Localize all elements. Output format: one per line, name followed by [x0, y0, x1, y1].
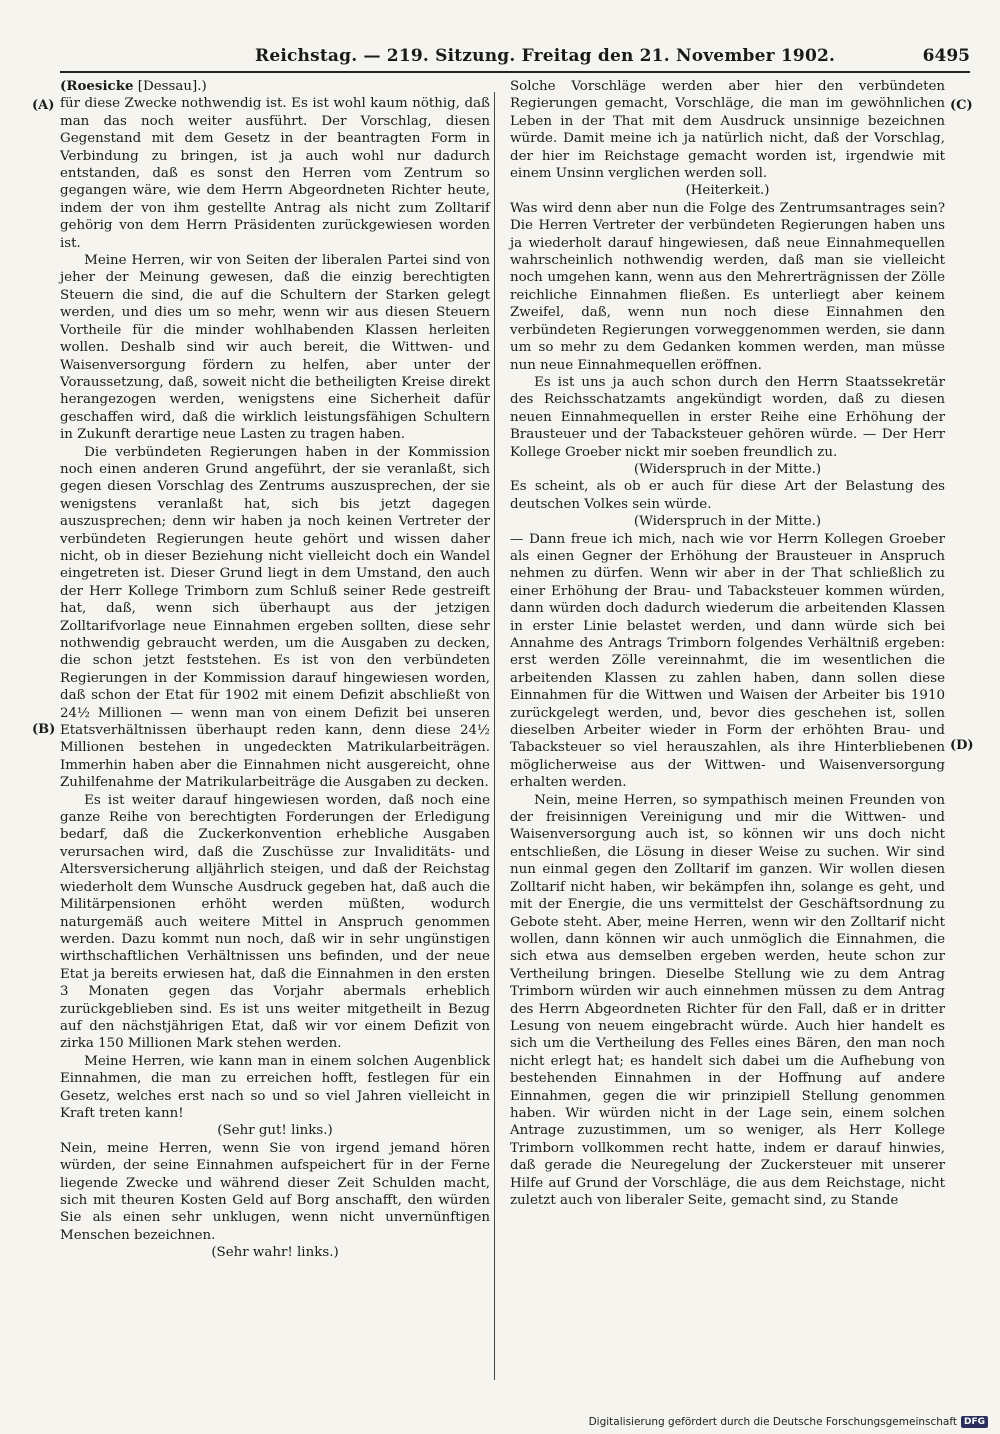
dfg-logo: DFG	[961, 1416, 988, 1428]
interjection: (Heiterkeit.)	[685, 183, 770, 199]
paragraph: Es ist uns ja auch schon durch den Herrn Staatssekretär des Reichsschatzamts angekündigt worden, daß zu diesen neuen Einnahmequellen in erster Reihe eine Erhöhung der Brausteuer und der Tabacksteuer gehören würde. — Der Herr Kollege Groeber nickt mir soeben freundlich zu.	[510, 374, 945, 460]
right-column	[510, 78, 945, 1209]
margin-marker-d: (D)	[950, 738, 974, 753]
speaker-name: (Roesicke	[60, 78, 134, 94]
paragraph: für diese Zwecke nothwendig ist. Es ist wohl kaum nöthig, daß man das noch weiter ausführt. Der Vorschlag, diesen Gegenstand mit dem Gesetz in der beantragten Form in Verbindung zu bringen, ist ja auch wohl nur dadurch entstanden, daß es sonst den Herren vom Zentrum so gegangen wäre, wie dem Herrn Abgeordneten Richter heute, indem der von ihm gestellte Antrag als nicht zum Zolltarif gehörig von dem Herrn Präsidenten zurückgewiesen worden ist.	[60, 96, 490, 251]
column-divider	[494, 92, 495, 1380]
margin-marker-c: (C)	[950, 98, 973, 113]
paragraph: Meine Herren, wir von Seiten der liberalen Partei sind von jeher der Meinung gewesen, daß die einzig berechtigten Steuern die sind, die auf die Schultern der Starken gelegt werden, und dies um so mehr, wenn wir aus diesen Steuern Vortheile für die minder wohlhabenden Klassen herleiten wollen. Deshalb sind wir auch bereit, die Wittwen- und Waisenversorgung fördern zu helfen, aber unter der Voraussetzung, daß, soweit nicht die betheiligten Kreise direkt herangezogen werden, wenigstens eine Sicherheit dafür geschaffen wird, daß die wirklich leistungsfähigen Schultern in Zukunft derartige neue Lasten zu tragen haben.	[60, 253, 490, 443]
paragraph: Es scheint, als ob er auch für diese Art der Belastung des deutschen Volkes sein würde.	[510, 479, 945, 512]
interjection: (Sehr gut! links.)	[217, 1123, 333, 1139]
paragraph: Nein, meine Herren, wenn Sie von irgend jemand hören würden, der seine Einnahmen aufspeichert für in der Ferne liegende Zwecke und während dieser Zeit Schulden macht, sich mit theuren Kosten Geld auf Borg anschafft, den würden Sie als einen sehr unklugen, wenn nicht unvernünftigen Menschen bezeichnen.	[60, 1140, 490, 1243]
footer-credit	[589, 1416, 988, 1428]
page-header	[0, 42, 1000, 74]
page-number: 6495	[922, 46, 970, 66]
footer-text: Digitalisierung gefördert durch die Deutsche Forschungsgemeinschaft	[588, 1416, 957, 1428]
margin-marker-a: (A)	[32, 98, 55, 113]
paragraph: Solche Vorschläge werden aber hier den verbündeten Regierungen gemacht, Vorschläge, die man im gewöhnlichen Leben in der That mit dem Ausdruck unsinnige bezeichnen würde. Damit meine ich ja natürlich nicht, daß der Vorschlag, der hier im Reichstage gemacht worden ist, irgendwie mit einem Unsinn verglichen werden soll.	[510, 79, 945, 182]
paragraph: Nein, meine Herren, so sympathisch meinen Freunden von der freisinnigen Vereinigung und mir die Wittwen- und Waisenversorgung auch ist, so können wir uns doch nicht entschließen, die Lösung in dieser Weise zu suchen. Wir sind nun einmal gegen den Zolltarif im ganzen. Wir wollen diesen Zolltarif nicht haben, wir bekämpfen ihn, solange es geht, und mit der Energie, die uns vermittelst der Geschäftsordnung zu Gebote steht. Aber, meine Herren, wenn wir den Zolltarif nicht wollen, dann können wir auch unmöglich die Einnahmen, die sich etwa aus demselben ergeben werden, heute schon zur Vertheilung bringen. Dieselbe Stellung wie zu dem Antrag Trimborn würden wir auch einnehmen müssen zu dem Antrag des Herrn Abgeordneten Richter für den Fall, daß er in dritter Lesung von neuem eingebracht würde. Auch hier handelt es sich um die Vertheilung des Felles eines Bären, den man noch nicht erlegt hat; es handelt sich dabei um die Aufhebung von bestehenden Einnahmen in der Hoffnung auf andere Einnahmen, gegen die wir prinzipiell Stellung genommen haben. Wir würden nicht in der Lage sein, einem solchen Antrage zuzustimmen, um so weniger, als Herr Kollege Trimborn vollkommen recht hatte, indem er darauf hinwies, daß gerade die Neuregelung der Zuckersteuer mit unserer Hilfe auf Grund der Vorschläge, die aus dem Reichstage, nicht zuletzt auch von liberaler Seite, gemacht sind, zu Stande	[510, 792, 945, 1208]
left-column	[60, 78, 490, 1262]
interjection: (Sehr wahr! links.)	[211, 1245, 339, 1261]
paragraph: Meine Herren, wie kann man in einem solchen Augenblick Einnahmen, die man zu erreichen hofft, festlegen für ein Gesetz, welches erst nach so und so viel Jahren vielleicht in Kraft treten kann!	[60, 1053, 490, 1121]
header-title: Reichstag. — 219. Sitzung. Freitag den 21. November 1902.	[255, 46, 836, 66]
speaker-attribution	[60, 78, 490, 95]
interjection: (Widerspruch in der Mitte.)	[633, 461, 822, 477]
paragraph: Was wird denn aber nun die Folge des Zentrumsantrages sein? Die Herren Vertreter der verbündeten Regierungen haben uns ja wiederholt darauf hingewiesen, daß neue Einnahmequellen wahrscheinlich nothwendig werden, daß man sie vielleicht noch umgehen kann, wenn aus den Mehrerträgnissen der Zölle reichliche Einnahmen fließen. Es unterliegt aber keinem Zweifel, daß, wenn nun noch diese Einnahmen den verbündeten Regierungen vorweggenommen werden, sie dann um so mehr zu dem Gedanken kommen werden, man müsse nun neue Einnahmequellen eröffnen.	[510, 200, 945, 373]
paragraph: Die verbündeten Regierungen haben in der Kommission noch einen anderen Grund angeführt, der sie veranlaßt, sich gegen diesen Vorschlag des Zentrums auszusprechen, der sie wenigstens veranlaßt hat, sich bis jetzt dagegen auszusprechen; denn wir haben ja noch keinen Vertreter der verbündeten Regierungen heute gehört und wissen daher nicht, ob in dieser Beziehung nicht vielleicht doch ein Wandel eingetreten ist. Dieser Grund liegt in dem Umstand, den auch der Herr Kollege Trimborn zum Schluß seiner Rede gestreift hat, daß, wenn sich überhaupt aus der jetzigen Zolltarifvorlage neue Einnahmen ergeben sollten, diese sehr nothwendig gebraucht werden, um die Ausgaben zu decken, die schon jetzt feststehen. Es ist von den verbündeten Regierungen in der Kommission darauf hingewiesen worden, daß schon der Etat für 1902 mit einem Defizit abschließt von 24½ Millionen — wenn man von einem Defizit bei unseren Etatsverhältnissen überhaupt reden kann, denn diese 24½ Millionen bestehen in ungedeckten Matrikularbeiträgen. Immerhin haben aber die Einnahmen nicht ausgereicht, ohne Zuhilfenahme der Matrikularbeiträge die Ausgaben zu decken.	[60, 444, 490, 791]
paragraph: — Dann freue ich mich, nach wie vor Herrn Kollegen Groeber als einen Gegner der Erhöhung der Brausteuer in Anspruch nehmen zu dürfen. Wenn wir aber in der That schließlich zu einer Erhöhung der Brau- und Tabacksteuer kommen würden, dann würden doch dadurch wiederum die arbeitenden Klassen in erster Linie belastet werden, und dann würde sich bei Annahme des Antrags Trimborn folgendes Verhältniß ergeben: erst werden Zölle vereinnahmt, die im wesentlichen die arbeitenden Klassen zu zahlen haben, dann sollen diese Einnahmen für die Wittwen und Waisen der Arbeiter bis 1910 zurückgelegt werden, und, bevor dies geschehen ist, sollen dieselben Arbeiter wieder in Form der erhöhten Brau- und Tabacksteuer so viel herauszahlen, als ihre Hinterbliebenen möglicherweise aus der Wittwen- und Waisenversorgung erhalten werden.	[510, 531, 945, 791]
interjection: (Widerspruch in der Mitte.)	[633, 514, 822, 530]
speaker-constituency: [Dessau].)	[133, 79, 207, 94]
paragraph: Es ist weiter darauf hingewiesen worden, daß noch eine ganze Reihe von berechtigten Forderungen der Erledigung bedarf, daß die Zuckerkonvention erhebliche Ausgaben verursachen wird, daß die Zuschüsse zur Invaliditäts- und Altersversicherung alljährlich steigen, und daß der Reichstag wiederholt dem Wunsche Ausdruck gegeben hat, daß auch die Militärpensionen erhöht werden müßten, wodurch naturgemäß auch weitere Mittel in Anspruch genommen werden. Dazu kommt nun noch, daß wir in sehr ungünstigen wirthschaftlichen Verhältnissen uns befinden, und der neue Etat ja bereits erwiesen hat, daß die Einnahmen in den ersten 3 Monaten gegen das Vorjahr abermals erheblich zurückgeblieben sind. Es ist uns weiter mitgetheilt in Bezug auf den nächstjährigen Etat, daß wir vor einem Defizit von zirka 150 Millionen Mark stehen werden.	[60, 792, 490, 1052]
header-rule	[60, 71, 970, 73]
margin-marker-b: (B)	[32, 722, 56, 737]
